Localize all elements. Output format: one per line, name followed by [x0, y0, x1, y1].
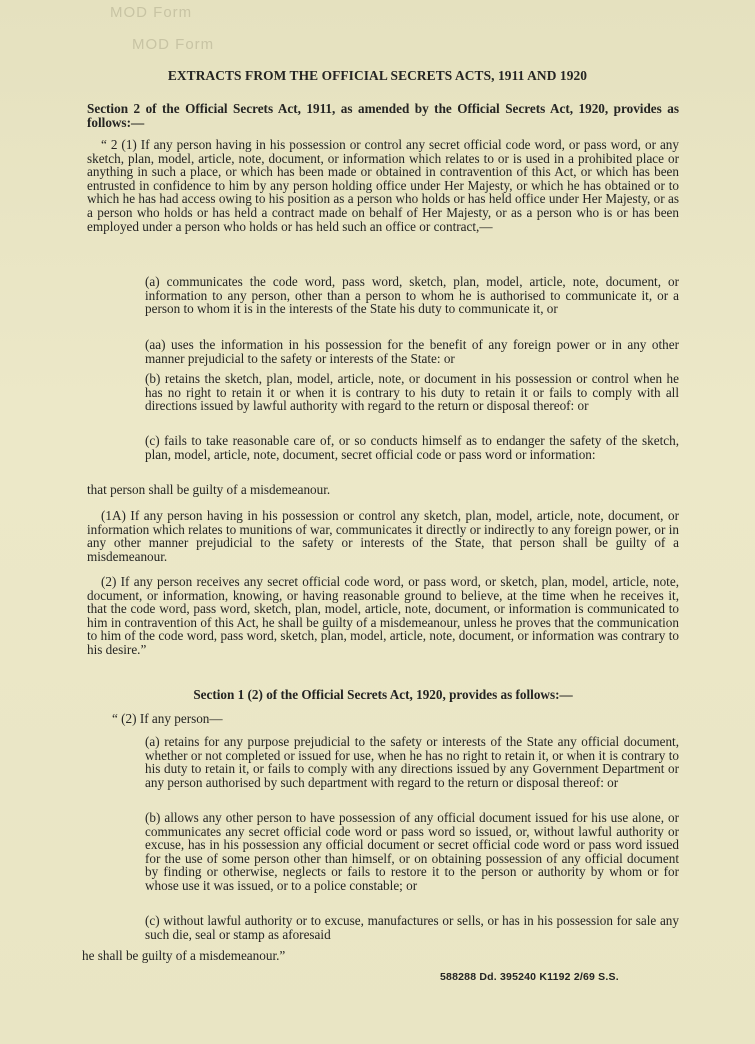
clause-b: (b) retains the sketch, plan, model, article, note, or document in his possession or control when he has no right to retain it or when it is contrary to his duty to retain it or fails to comply with all directions issued by lawful authority with regard to the return or disposal thereof: or [145, 371, 679, 414]
page-title: EXTRACTS FROM THE OFFICIAL SECRETS ACTS, 1911 AND 1920 [167, 68, 588, 83]
section-1-clause-a: (a) retains for any purpose prejudicial to the safety or interests of the State any official document, whether or not completed or issued for use, when he has no right to retain it, or when it is contrary to his duty to retain it, or fails to comply with any directions issued by any Government Department or any person authorised by such department with regard to the return or disposal thereof: or [145, 734, 679, 790]
section-1-conclusion: he shall be guilty of a misdemeanour.” [82, 948, 286, 963]
section-2-heading: Section 2 of the Official Secrets Act, 1911, as amended by the Official Secrets Act, 1920, provides as follows:— [87, 101, 679, 130]
section-1-lead: “ (2) If any person— [112, 711, 223, 726]
section-2-subsection-1: “ 2 (1) If any person having in his possession or control any secret official code word, or pass word, or any sketch, plan, model, article, note, document, or information which relates to or is used in a prohibited place or anything in such a place, or which has been made or obtained in contravention of this Act, or which has been entrusted in confidence to him by any person holding office under Her Majesty, or which he has obtained or to which he has had access owing to his position as a person who holds or has held office under Her Majesty, or as a person who holds or has held a contract made on behalf of Her Majesty, or as a person who is or has been employed under a person who holds or has held such an office or contract,— [87, 137, 679, 234]
clause-a: (a) communicates the code word, pass word, sketch, plan, model, article, note, document, or information to any person, other than a person to whom he is authorised to communicate it, or a person to whom it is in the interests of the State his duty to communicate it, or [145, 274, 679, 317]
clause-aa: (aa) uses the information in his possession for the benefit of any foreign power or in any other manner prejudicial to the safety or interests of the State: or [145, 337, 679, 366]
section-1-clause-c: (c) without lawful authority or to excuse, manufactures or sells, or has in his possession for sale any such die, seal or stamp as aforesaid [145, 913, 679, 942]
section-2-conclusion: that person shall be guilty of a misdemeanour. [87, 482, 331, 497]
clause-c: (c) fails to take reasonable care of, or so conducts himself as to endanger the safety of the sketch, plan, model, article, note, document, secret official code or pass word or information: [145, 433, 679, 462]
section-1-clause-b: (b) allows any other person to have possession of any official document issued for his use alone, or communicates any secret official code word or pass word so issued, or, without lawful authority or excuse, has in his possession any official document or secret official code word or pass word issued for the use of some person other than himself, or on obtaining possession of any official document by finding or otherwise, neglects or fails to restore it to the person or authority by whom or for whose use it was issued, or to a police constable; or [145, 810, 679, 893]
bleed-through-text: MOD Form [132, 36, 215, 53]
section-2-subsection-1a: (1A) If any person having in his possession or control any sketch, plan, model, article, note, document, or information which relates to munitions of war, communicates it directly or indirectly to any foreign power, or in any other manner prejudicial to the safety or interests of the State, that person shall be guilty of a misdemeanour. [87, 508, 679, 564]
bleed-through-text: MOD Form [110, 4, 193, 21]
section-1-heading: Section 1 (2) of the Official Secrets Act, 1920, provides as follows:— [193, 687, 573, 702]
section-2-subsection-2: (2) If any person receives any secret official code word, or pass word, or sketch, plan, model, article, note, document, or information, knowing, or having reasonable ground to believe, at the time when he receives it, that the code word, pass word, sketch, plan, model, article, note, document, or information is communicated to him in contravention of this Act, he shall be guilty of a misdemeanour, unless he proves that the communication to him of the code word, pass word, sketch, plan, model, article, note, document, or information was contrary to his desire.” [87, 574, 679, 657]
print-code-footer: 588288 Dd. 395240 K1192 2/69 S.S. [440, 971, 619, 983]
